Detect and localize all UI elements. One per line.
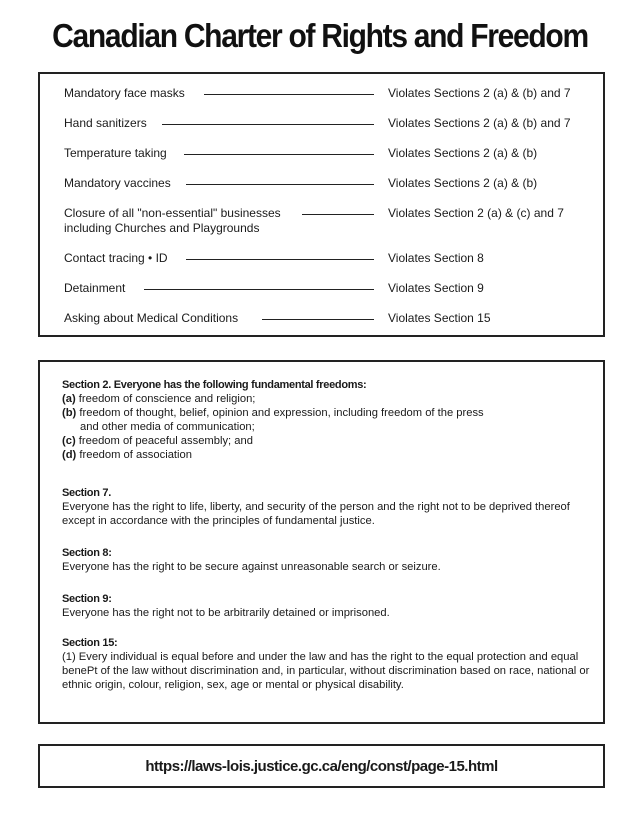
section-2-item [62, 434, 592, 448]
violations-box [38, 72, 605, 337]
section-2-heading: Section 2. Everyone has the following fundamental freedoms: [62, 379, 367, 391]
verdict-label: Violates Section 2 (a) & (c) and 7 [388, 206, 564, 220]
verdict-label: Violates Sections 2 (a) & (b) and 7 [388, 116, 571, 130]
leader-line [184, 154, 374, 155]
section-8-text: Everyone has the right to be secure against unreasonable search or seizure. [62, 561, 441, 573]
item-label: (b) [62, 407, 77, 419]
section-15-heading: Section 15: [62, 637, 118, 649]
section-7-text: Everyone has the right to life, liberty, and security of the person and the right not to be deprived thereof except in accordance with the principles of fundamental justice. [62, 501, 570, 527]
leader-line [162, 124, 374, 125]
section-9 [62, 592, 592, 620]
verdict-label: Violates Sections 2 (a) & (b) and 7 [388, 86, 571, 100]
verdict-label: Violates Sections 2 (a) & (b) [388, 176, 538, 190]
item-label: (d) [62, 449, 77, 461]
section-2-item [62, 448, 592, 462]
item-text: freedom of peaceful assembly; and [78, 435, 253, 447]
violation-row [40, 311, 603, 331]
measure-label: Closure of all "non-essential" businesses [64, 206, 281, 220]
charter-sections-box [38, 360, 605, 724]
measure-label: Contact tracing • ID [64, 251, 168, 265]
measure-label: Mandatory face masks [64, 86, 185, 100]
leader-line [186, 259, 374, 260]
leader-line [144, 289, 374, 290]
section-7-heading: Section 7. [62, 487, 111, 499]
item-label: (c) [62, 435, 76, 447]
section-15-text: (1) Every individual is equal before and under the law and has the right to the equal protection and equal benePt of the law without discrimination and, in particular, without discrimination based on race, national or ethnic origin, colour, religion, sex, age or mental or physical disability. [62, 651, 590, 691]
source-url: https://laws-lois.justice.gc.ca/eng/const/page-15.html [145, 758, 498, 775]
item-label: (a) [62, 393, 76, 405]
section-2-item [62, 392, 592, 406]
page-title: Canadian Charter of Rights and Freedom [52, 17, 588, 55]
section-7 [62, 486, 592, 528]
verdict-label: Violates Section 9 [388, 281, 484, 295]
violation-row [40, 146, 603, 166]
measure-label-continued: including Churches and Playgrounds [64, 221, 260, 235]
section-9-heading: Section 9: [62, 593, 112, 605]
measure-label: Temperature taking [64, 146, 167, 160]
violation-row [40, 116, 603, 136]
source-url-box [38, 744, 605, 788]
section-15 [62, 636, 592, 692]
section-8-heading: Section 8: [62, 547, 112, 559]
verdict-label: Violates Sections 2 (a) & (b) [388, 146, 538, 160]
item-text-continued: and other media of communication; [80, 421, 255, 433]
violation-row [40, 281, 603, 301]
item-text: freedom of association [79, 449, 192, 461]
section-2-item [62, 406, 592, 434]
item-text: freedom of conscience and religion; [78, 393, 256, 405]
measure-label: Asking about Medical Conditions [64, 311, 239, 325]
section-2 [62, 378, 592, 462]
violation-row [40, 86, 603, 106]
measure-label: Mandatory vaccines [64, 176, 171, 190]
item-text: freedom of thought, belief, opinion and expression, including freedom of the press [79, 407, 484, 419]
violation-row [40, 176, 603, 196]
leader-line [262, 319, 374, 320]
leader-line [204, 94, 374, 95]
leader-line [186, 184, 374, 185]
verdict-label: Violates Section 8 [388, 251, 484, 265]
violation-row [40, 206, 603, 240]
verdict-label: Violates Section 15 [388, 311, 491, 325]
violation-row [40, 251, 603, 271]
leader-line [302, 214, 374, 215]
measure-label: Hand sanitizers [64, 116, 147, 130]
measure-label: Detainment [64, 281, 126, 295]
section-8 [62, 546, 592, 574]
section-9-text: Everyone has the right not to be arbitrarily detained or imprisoned. [62, 607, 390, 619]
